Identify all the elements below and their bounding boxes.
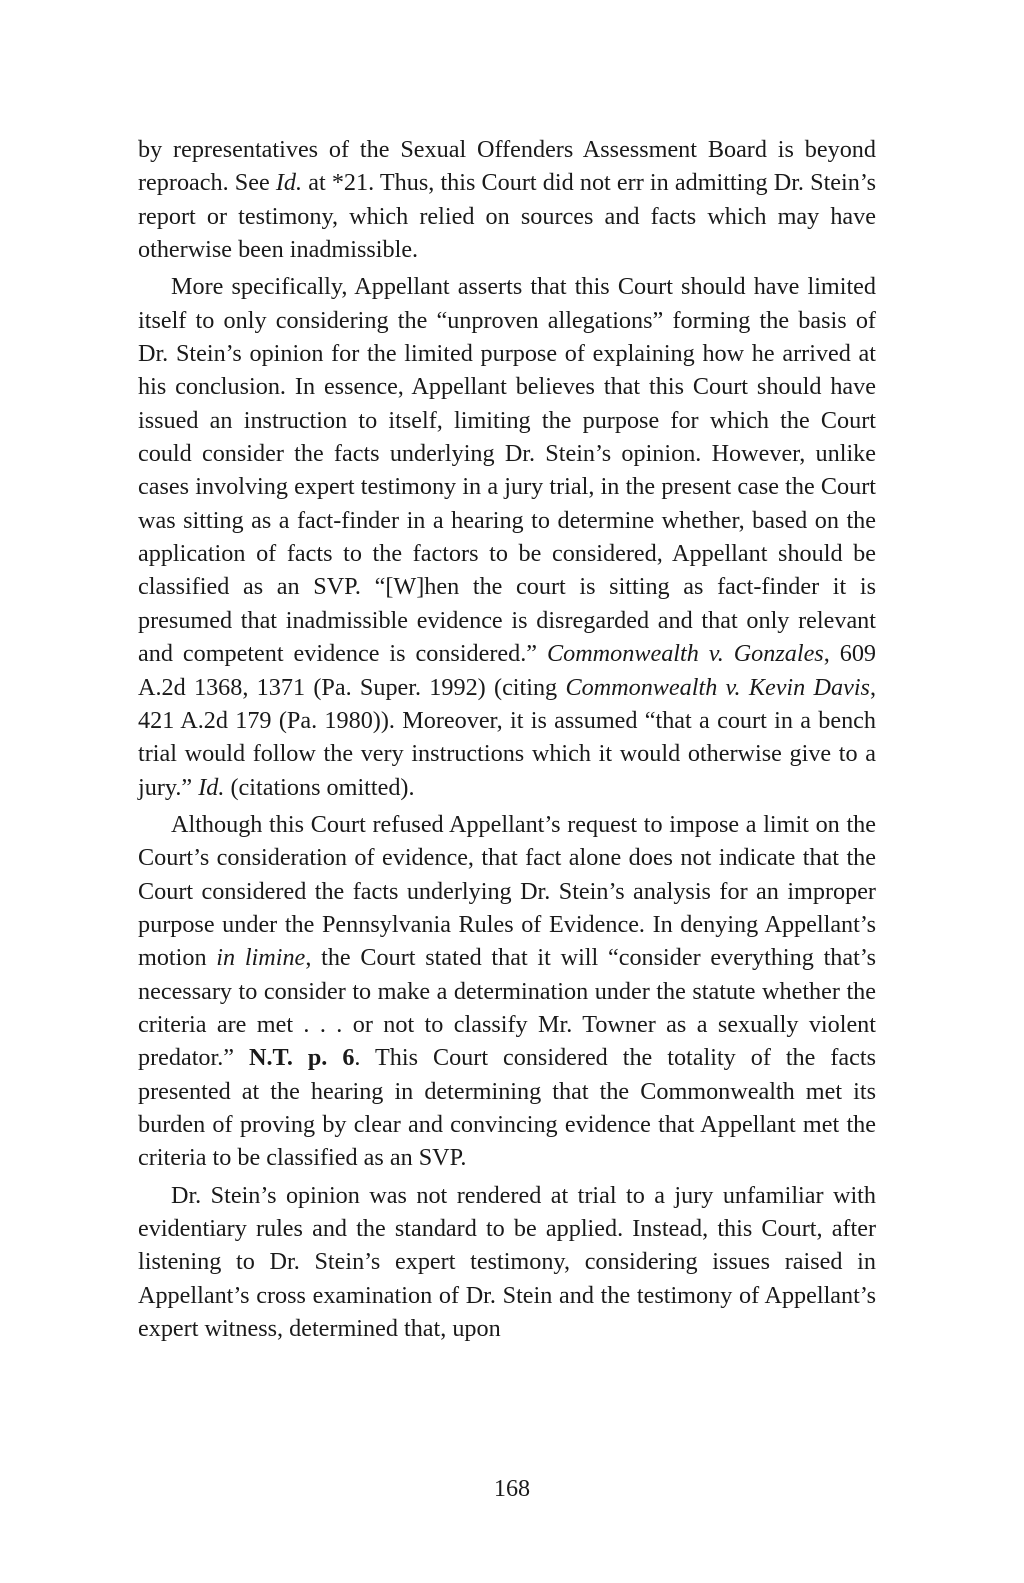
text-run: at *21. Thus, this Court did not err in admitting Dr. Stein’s report or testimony, which relied on sources and facts which may have otherwise been inadmissible. [138, 169, 876, 264]
italic-citation: Commonwealth v. Kevin Davis [565, 673, 870, 701]
text-run: by representatives of the Sexual Offenders Assessment Board is beyond reproach. See [138, 136, 876, 197]
paragraph-2 [138, 270, 876, 804]
text-run: More specifically, Appellant asserts that this Court should have limited itself to only considering the “unproven allegations” forming the basis of Dr. Stein’s opinion for the limited purpose of explaining how he arrived at his conclusion. In essence, Appellant believes that this Court should have issued an instruction to itself, limiting the purpose for which the Court could consider the facts underlying Dr. Stein’s opinion. However, unlike cases involving expert testimony in a jury trial, in the present case the Court was sitting as a fact-finder in a hearing to determine whether, based on the application of facts to the factors to be considered, Appellant should be classified as an SVP. “[W]hen the court is sitting as fact-finder it is presumed that inadmissible evidence is disregarded and that only relevant and competent evidence is considered.” [138, 273, 876, 668]
text-run: , the Court stated that it will “consider everything that’s necessary to consider to make a determination under the statute whether the criteria are met . . . or not to classify Mr. Towner as a sexually violent predator.” [138, 944, 876, 1072]
document-body [138, 133, 876, 1345]
italic-citation: in limine [216, 944, 306, 972]
text-run: , 609 A.2d 1368, 1371 (Pa. Super. 1992) (citing [138, 640, 876, 701]
text-run: Dr. Stein’s opinion was not rendered at trial to a jury unfamiliar with evidentiary rules and the standard to be applied. Instead, this Court, after listening to Dr. Stein’s expert testimony, considering issues raised in Appellant’s cross examination of Dr. Stein and the testimony of Appellant’s expert witness, determined that, upon [138, 1181, 876, 1343]
text-run: (citations omitted). [224, 773, 415, 801]
text-run: Although this Court refused Appellant’s request to impose a limit on the Court’s consideration of evidence, that fact alone does not indicate that the Court considered the facts underlying Dr. Stein’s analysis for an improper purpose under the Pennsylvania Rules of Evidence. In denying Appellant’s motion [138, 810, 876, 972]
italic-citation: Id. [198, 773, 225, 801]
paragraph-3 [138, 808, 876, 1175]
text-run: , 421 A.2d 179 (Pa. 1980)). Moreover, it is assumed “that a court in a bench trial would follow the very instructions which it would otherwise give to a jury.” [138, 673, 876, 801]
paragraph-1 [138, 133, 876, 266]
italic-citation: Id. [275, 169, 303, 197]
page-number: 168 [493, 1475, 531, 1502]
text-run: . This Court considered the totality of the facts presented at the hearing in determining that the Commonwealth met its burden of proving by clear and convincing evidence that Appellant met the criteria to be classified as an SVP. [138, 1044, 877, 1172]
italic-citation: Commonwealth v. Gonzales [546, 640, 824, 668]
paragraph-4 [138, 1179, 876, 1346]
bold-reference: N.T. p. 6 [249, 1044, 355, 1072]
